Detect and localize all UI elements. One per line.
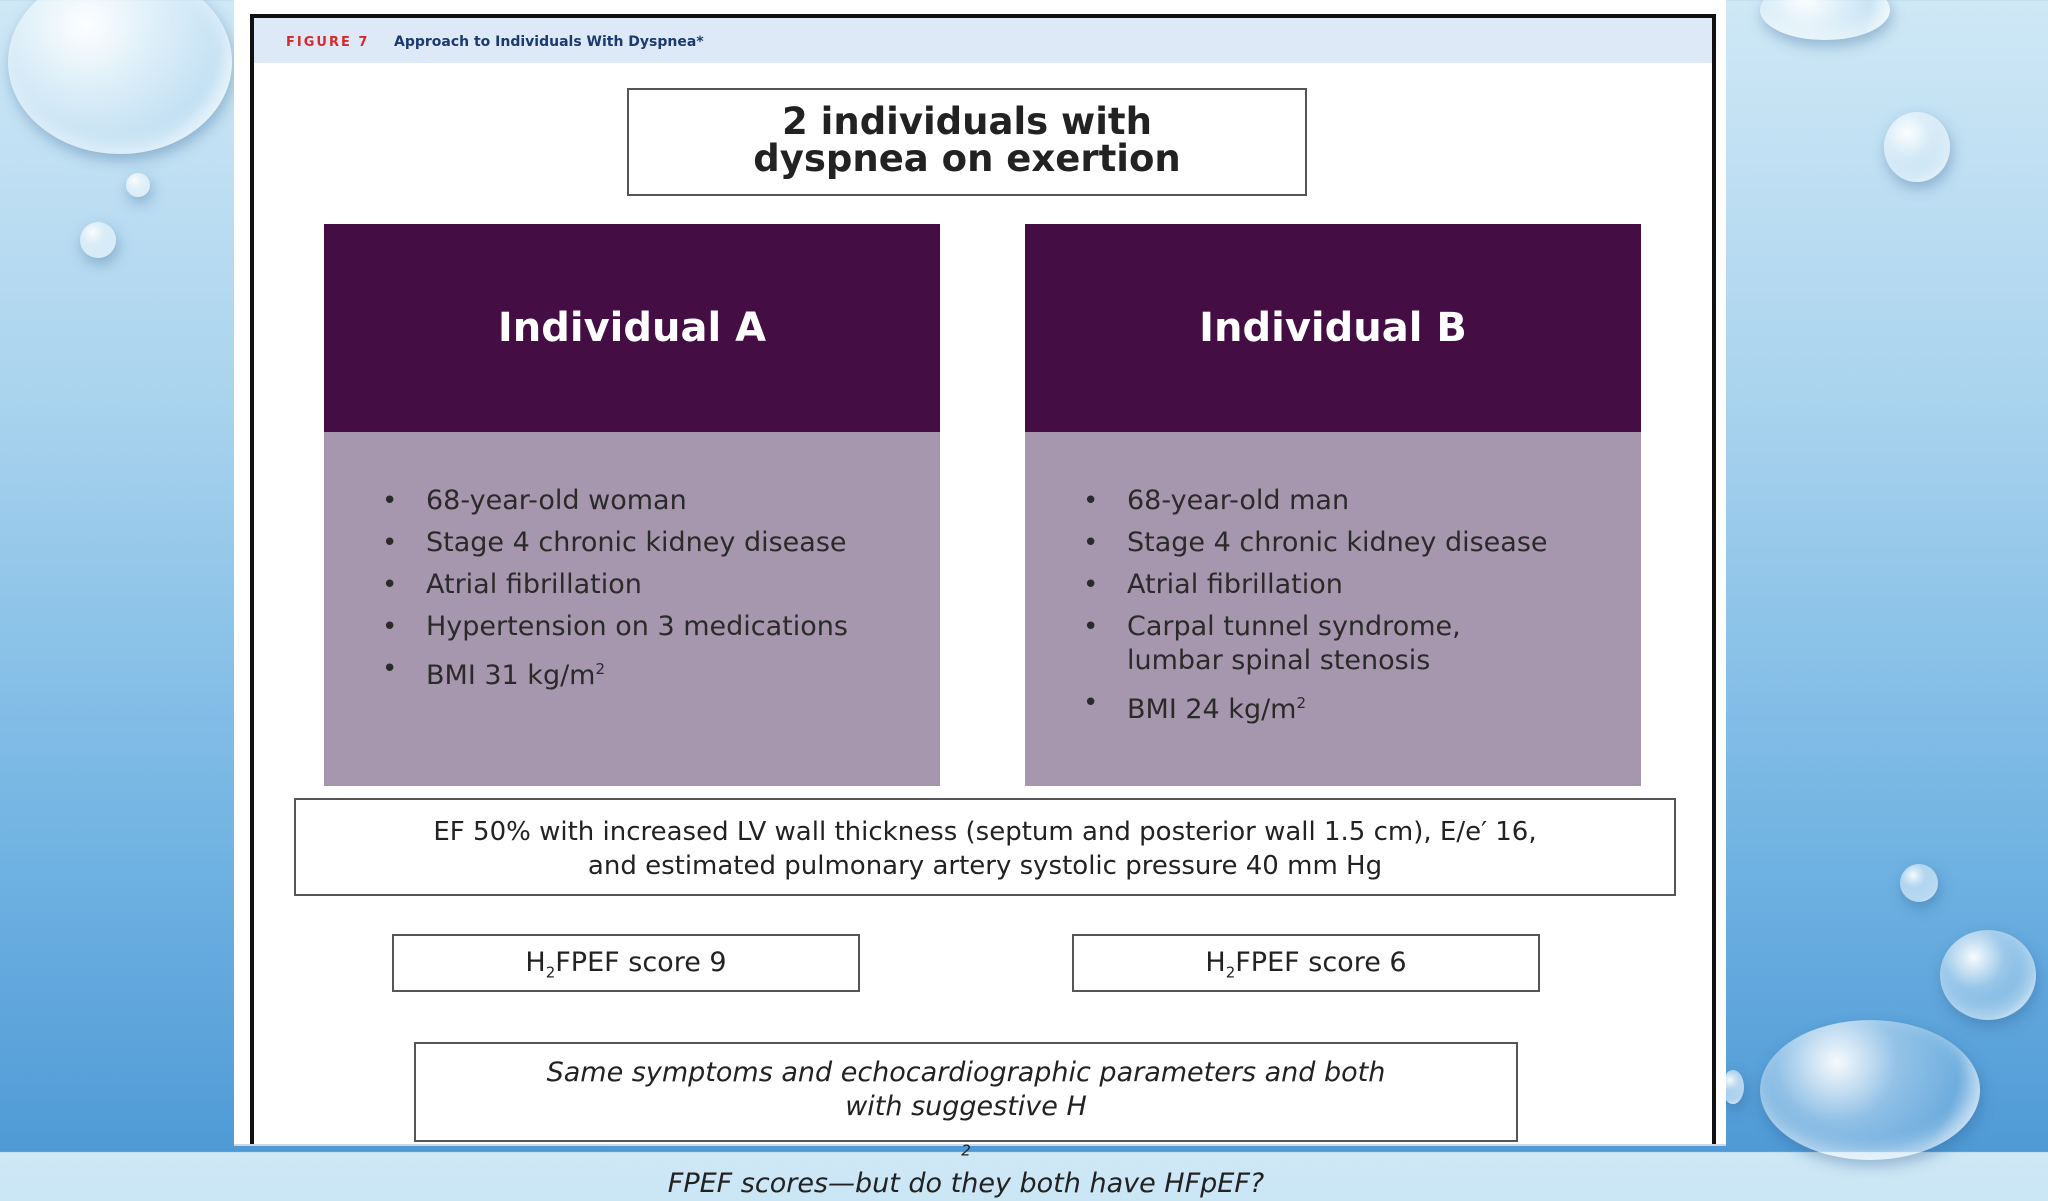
score-subscript: 2 bbox=[1225, 963, 1236, 982]
conclusion-line2 bbox=[416, 1090, 1516, 1201]
water-drop-decoration bbox=[126, 173, 150, 197]
list-item: • Stage 4 chronic kidney disease bbox=[1083, 526, 1603, 560]
figure-number: FIGURE 7 bbox=[286, 35, 370, 50]
water-drop-decoration bbox=[1940, 930, 2036, 1020]
figure-title: Approach to Individuals With Dyspnea* bbox=[394, 34, 704, 50]
top-summary-box bbox=[627, 88, 1307, 196]
conclusion-line1: Same symptoms and echocardiographic parameters and both bbox=[546, 1057, 1386, 1088]
water-drop-decoration bbox=[1884, 112, 1950, 182]
bmi-superscript: 2 bbox=[1296, 694, 1307, 712]
water-drop-decoration bbox=[8, 0, 232, 154]
water-drop-decoration bbox=[80, 222, 116, 258]
conclusion-subscript: 2 bbox=[961, 1141, 971, 1160]
score-a-text: FPEF score 9 bbox=[555, 947, 727, 978]
list-item: • Stage 4 chronic kidney disease bbox=[382, 526, 902, 560]
conclusion-box bbox=[414, 1042, 1518, 1200]
echo-findings-box bbox=[294, 798, 1676, 896]
top-summary-line1: 2 individuals with bbox=[782, 100, 1152, 143]
list-item: • Atrial fibrillation bbox=[382, 568, 902, 602]
figure-header bbox=[254, 18, 1712, 63]
list-item: • 68-year-old woman bbox=[382, 484, 902, 518]
individual-b-details bbox=[1025, 432, 1641, 786]
individual-b-header bbox=[1025, 224, 1641, 432]
score-prefix: H bbox=[1205, 947, 1226, 978]
list-item: • 68-year-old man bbox=[1083, 484, 1603, 518]
individual-a-title: Individual A bbox=[497, 305, 767, 351]
list-item: • Hypertension on 3 medications bbox=[382, 610, 902, 644]
list-item bbox=[1083, 610, 1603, 678]
score-box-b bbox=[1072, 934, 1540, 992]
conclusion-line2-start: with suggestive H bbox=[845, 1091, 1087, 1122]
bmi-text: BMI 31 kg/m bbox=[426, 660, 596, 691]
list-item-bmi bbox=[382, 652, 902, 693]
water-drop-decoration bbox=[1760, 0, 1890, 40]
list-item-line2: lumbar spinal stenosis bbox=[1127, 645, 1431, 676]
list-item-line1: • Carpal tunnel syndrome, bbox=[1127, 611, 1461, 642]
list-item-bmi bbox=[1083, 686, 1603, 727]
individual-a-details bbox=[324, 432, 940, 786]
individual-a-header bbox=[324, 224, 940, 432]
top-summary-line2: dyspnea on exertion bbox=[753, 137, 1181, 180]
score-box-a bbox=[392, 934, 860, 992]
score-b-text: FPEF score 6 bbox=[1235, 947, 1407, 978]
bmi-superscript: 2 bbox=[595, 660, 606, 678]
echo-findings-line1: EF 50% with increased LV wall thickness (septum and posterior wall 1.5 cm), E/e′ 16, bbox=[433, 817, 1537, 847]
individual-a-list bbox=[382, 484, 902, 701]
figure-panel bbox=[250, 14, 1716, 1200]
list-item: • Atrial fibrillation bbox=[1083, 568, 1603, 602]
individual-b-list bbox=[1083, 484, 1603, 735]
individual-b-title: Individual B bbox=[1199, 305, 1467, 351]
score-prefix: H bbox=[525, 947, 546, 978]
conclusion-line2-end: FPEF scores—but do they both have HFpEF? bbox=[667, 1168, 1265, 1200]
echo-findings-line2: and estimated pulmonary artery systolic pressure 40 mm Hg bbox=[587, 851, 1383, 881]
water-drop-decoration bbox=[1900, 864, 1938, 902]
water-drop-decoration bbox=[1760, 1020, 1980, 1160]
score-subscript: 2 bbox=[545, 963, 556, 982]
bmi-text: BMI 24 kg/m bbox=[1127, 694, 1297, 725]
